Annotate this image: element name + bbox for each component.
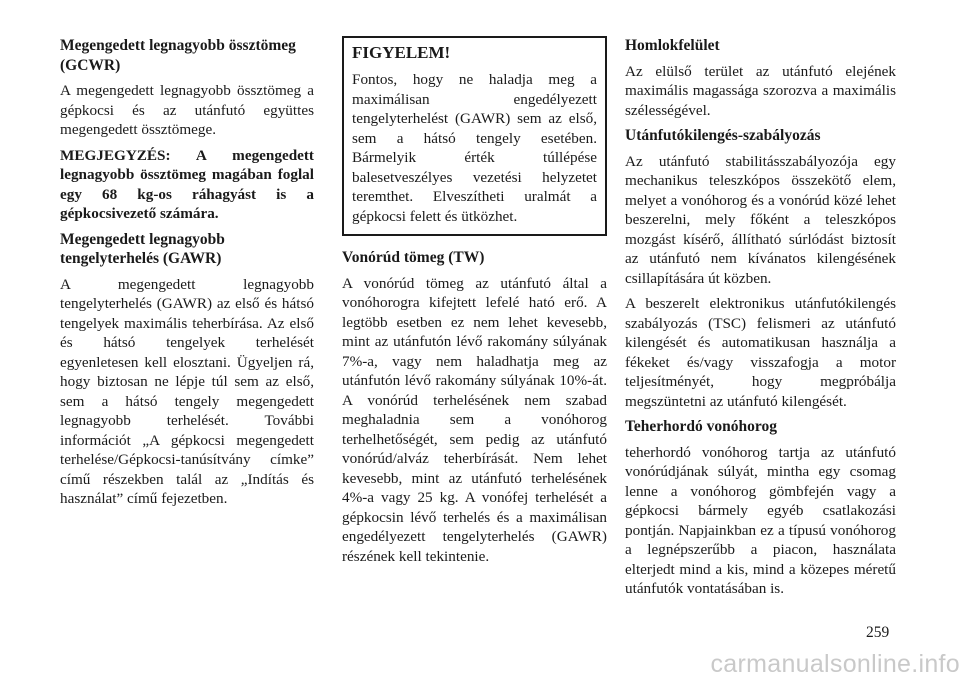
warning-text: Fontos, hogy ne haladja meg a maximálisan engedélyezett tengelyterhelést (GAWR) sem az első, sem a hátsó tengely esetében. Bármelyik érték túllépése balesetveszélyes vezetési helyzetet teremthet. Elveszítheti uralmát a gépkocsi felett és ütközhet. <box>352 71 597 225</box>
note-text: MEGJEGYZÉS: A megengedett legnagyobb össztömeg magában foglal egy 68 kg-os ráhagyást is a gépkocsivezető számára. <box>60 146 314 222</box>
frontal-heading: Homlokfelület <box>625 37 720 54</box>
page-number: 259 <box>866 624 890 641</box>
tsc-text: A beszerelt elektronikus utánfutókilengés szabályozás (TSC) felismeri az utánfutó kilengését és automatikusan használja a fékeket és/vagy visszafogja a motor teljesítményét, hogy megpróbálja megszüntetni az utánfutó kilengését. <box>625 295 896 410</box>
watermark: carmanualsonline.info <box>710 650 960 678</box>
gcwr-text: A megengedett legnagyobb össztömeg a gépkocsi és az utánfutó együttes megengedett össztömege. <box>60 82 314 138</box>
tw-heading: Vonórúd tömeg (TW) <box>342 249 485 266</box>
warning-box <box>342 36 607 236</box>
sway-heading: Utánfutókilengés-szabályozás <box>625 127 821 144</box>
gawr-text: A megengedett legnagyobb tengelyterhelés (GAWR) az első és hátsó tengelyek maximális teherbírása. Az első és hátsó tengelyek terhelését egyenletesen kell elosztani. Ügyeljen rá, hogy biztosan ne lépje túl sem az első, sem a hátsó tengely megengedett legnagyobb terhelését. További információt „A gépkocsi megengedett terhelése/Gépkocsi-tanúsítvány címke” című részekben talál az „Indítás és használat” című fejezetben. <box>60 275 314 507</box>
frontal-text: Az elülső terület az utánfutó elejének maximális magassága szorozva a maximális szélességével. <box>625 62 896 119</box>
column-middle <box>342 36 607 572</box>
column-left <box>60 36 314 515</box>
gcwr-heading: Megengedett legnagyobb össztömeg (GCWR) <box>60 37 296 74</box>
gawr-heading: Megengedett legnagyobb tengelyterhelés (GAWR) <box>60 230 225 267</box>
column-right <box>625 36 896 605</box>
hitch-heading: Teherhordó vonóhorog <box>625 418 778 435</box>
tw-text: A vonórúd tömeg az utánfutó által a vonóhorogra kifejtett lefelé ható erő. A legtöbb esetben ez nem lehet kevesebb, mint az utánfutón lévő rakomány súlyának 7%-a, vagy nem haladhatja meg az utánfutón lévő rakomány súlyának 10%-át. A vonórúd terhelésének nem szabad meghaladnia sem a vonóhorog terhelhetőségét, sem pedig az utánfutó vonórúd/alváz teherbírását. Nem lehet kevesebb, mint az utánfutó terhelésének 4%-a vagy 25 kg. A vonófej terhelését a gépkocsin lévő terhelés és a maximálisan engedélyezett tengelyterhelés (GAWR) részének kell tekintenie. <box>342 274 607 565</box>
sway-text: Az utánfutó stabilitásszabályozója egy mechanikus teleszkópos összekötő elem, melyet a vonóhorog és a vonórúd közé lehet beszerelni, mely főként a teleszkópos mozgást kísérő, állítható súrlódást biztosít az utánfutó nem kívánatos kilengésének csillapítására út közben. <box>625 152 896 287</box>
warning-title: FIGYELEM! <box>352 43 451 62</box>
hitch-text: teherhordó vonóhorog tartja az utánfutó vonórúdjának súlyát, mintha egy csomag lenne a vonóhorog gömbfején vagy a gépkocsi bármely egyéb csatlakozási pontján. Napjainkban ez a típusú vonóhorog a legnépszerűbb a piacon, használata elterjedt mind a kis, mind a közepes méretű utánfutók vontatásában is. <box>625 443 896 597</box>
